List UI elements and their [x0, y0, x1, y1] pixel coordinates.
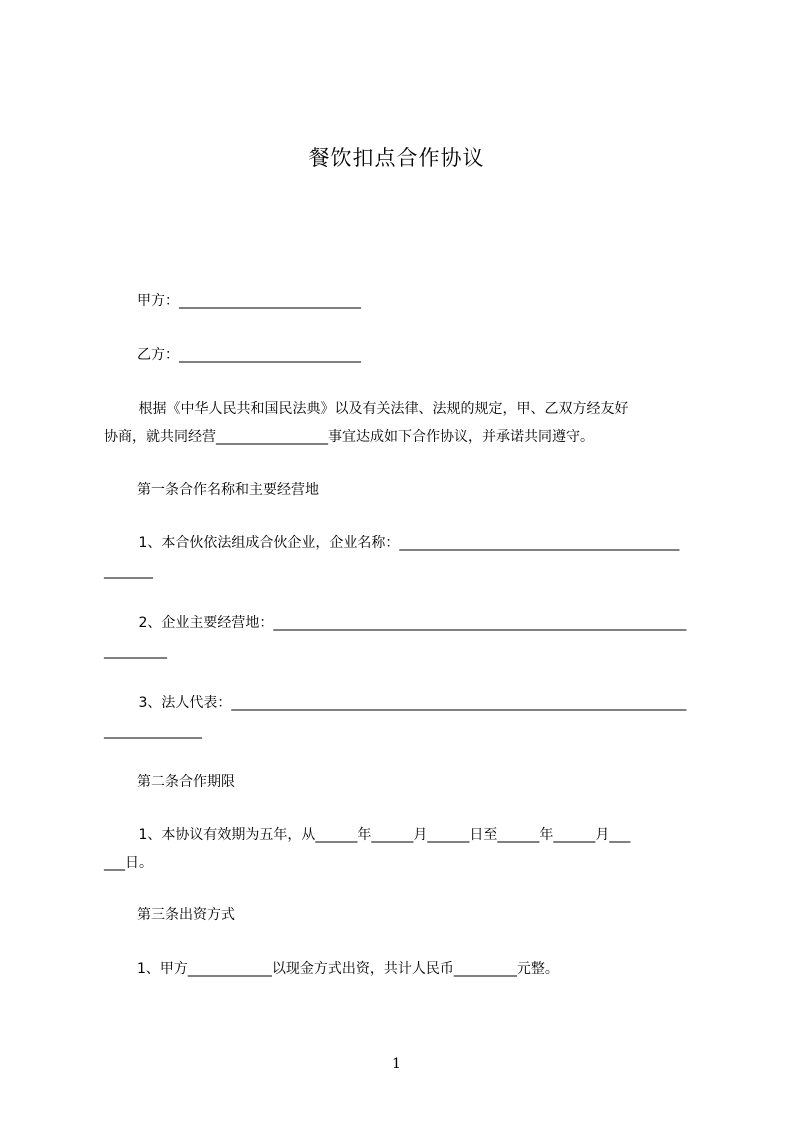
article1-heading: 第一条合作名称和主要经营地 [137, 482, 319, 498]
document-title: 餐饮扣点合作协议 [308, 146, 485, 170]
article3-heading: 第三条出资方式 [137, 907, 235, 923]
party-b-line: 乙方：__________________________ [137, 347, 361, 363]
article2-item1-line2: ___日。 [104, 855, 153, 871]
article1-item2-line1: 2、企业主要经营地：___________________________________________________________ [134, 615, 687, 631]
article2-heading: 第二条合作期限 [137, 774, 235, 790]
article1-item3-line1: 3、法人代表：_________________________________________________________________ [134, 695, 687, 711]
party-a-line: 甲方：__________________________ [137, 293, 361, 309]
article1-item3-line2: ______________ [104, 723, 202, 739]
intro-paragraph-line2: 协商，就共同经营________________事宜达成如下合作协议，并承诺共同遵守。 [104, 429, 594, 445]
article1-item1-line1: 1、本合伙依法组成合伙企业，企业名称：________________________________________ [134, 535, 680, 551]
article1-item1-line2: _______ [104, 563, 153, 579]
article3-item1-line1: 1、甲方____________以现金方式出资，共计人民币_________元整。 [137, 961, 559, 977]
page-number: 1 [392, 1056, 401, 1072]
article2-item1-line1: 1、本协议有效期为五年，从______年______月______日至______年______月___ [134, 827, 631, 843]
intro-paragraph-line1: 根据《中华人民共和国民法典》以及有关法律、法规的规定，甲、乙双方经友好 [134, 401, 629, 417]
article1-item2-line2: _________ [104, 643, 167, 659]
